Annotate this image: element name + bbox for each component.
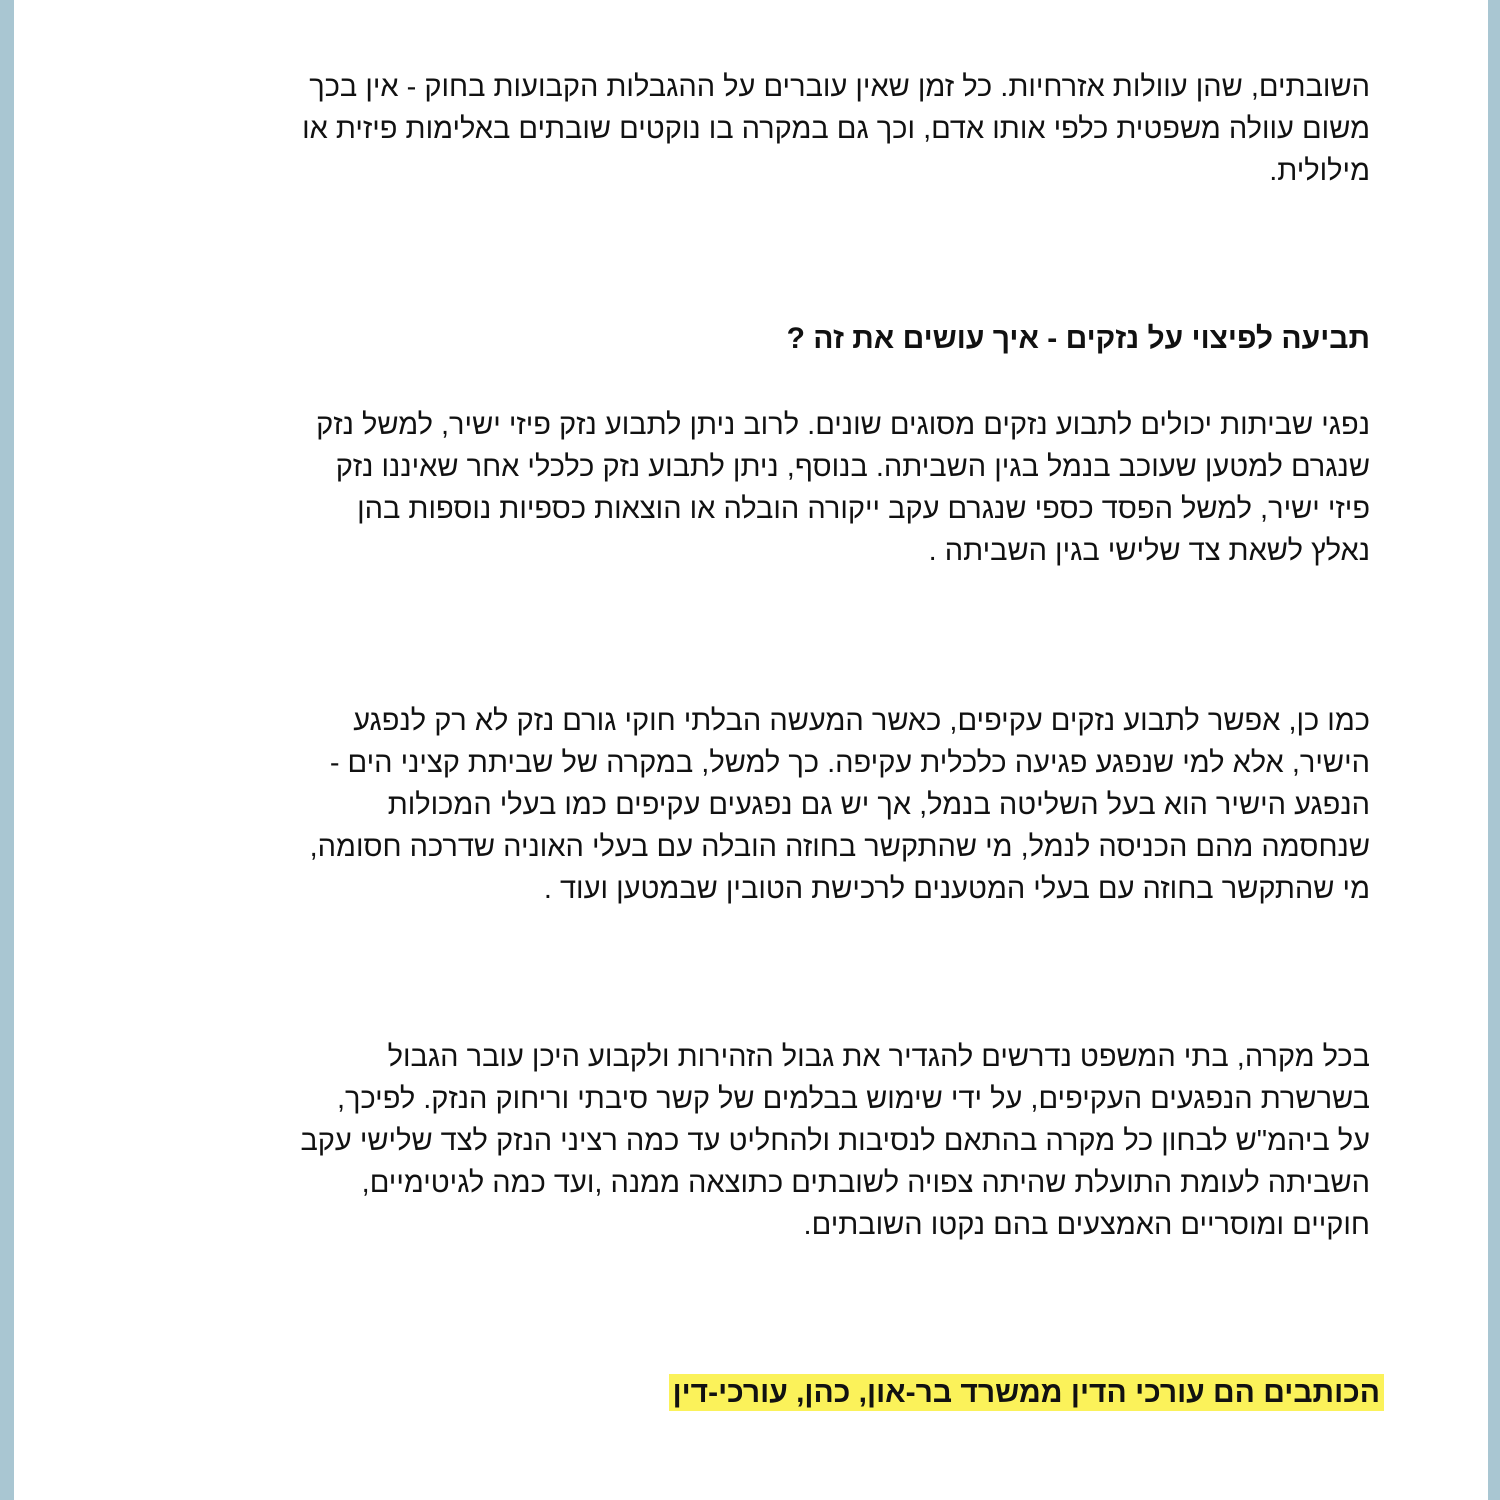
text-line: משום עוולה משפטית כלפי אותו אדם, וכך גם במקרה בו נוקטים שובתים באלימות פיזית או	[302, 113, 1370, 145]
heading-text: תביעה לפיצוי על נזקים - איך עושים את זה ?	[786, 322, 1370, 355]
text-line: שנגרם למטען שעוכב בנמל בגין השביתה. בנוסף, ניתן לתבוע נזק כלכלי אחר שאיננו נזק	[335, 451, 1370, 483]
text-line: חוקיים ומוסריים האמצעים בהם נקטו השובתים.	[803, 1209, 1370, 1241]
text-line: נאלץ לשאת צד שלישי בגין השביתה .	[928, 535, 1370, 567]
author-note-highlight: הכותבים הם עורכי הדין ממשרד בר-און, כהן, עורכי-דין	[669, 1374, 1384, 1411]
text-line: הישיר, אלא למי שנפגע פגיעה כלכלית עקיפה. כך למשל, במקרה של שביתת קציני הים -	[329, 747, 1370, 779]
paragraph-intro	[302, 66, 1370, 192]
section-heading	[787, 318, 1370, 360]
text-line: כמו כן, אפשר לתבוע נזקים עקיפים, כאשר המעשה הבלתי חוקי גורם נזק לא רק לנפגע	[353, 705, 1370, 737]
paragraph-indirect-damages	[310, 700, 1370, 910]
text-line: שנחסמה מהם הכניסה לנמל, מי שהתקשר בחוזה הובלה עם בעלי האוניה שדרכה חסומה,	[309, 831, 1370, 863]
text-line: מי שהתקשר בחוזה עם בעלי המטענים לרכישת הטובין שבמטען ועוד .	[543, 873, 1370, 905]
text-line: על ביהמ"ש לבחון כל מקרה בהתאם לנסיבות ולהחליט עד כמה רציני הנזק לצד שלישי עקב	[300, 1125, 1370, 1157]
text-line: הנפגע הישיר הוא בעל השליטה בנמל, אך יש גם נפגעים עקיפים כמו בעלי המכולות	[387, 789, 1370, 821]
paragraph-damages	[316, 404, 1370, 572]
text-line: בשרשרת הנפגעים העקיפים, על ידי שימוש בבלמים של קשר סיבתי וריחוק הנזק. לפיכך,	[336, 1083, 1370, 1115]
text-line: נפגי שביתות יכולים לתבוע נזקים מסוגים שונים. לרוב ניתן לתבוע נזק פיזי ישיר, למשל נזק	[316, 409, 1370, 441]
author-note	[669, 1372, 1384, 1414]
text-line: פיזי ישיר, למשל הפסד כספי שנגרם עקב ייקורה הובלה או הוצאות כספיות נוספות בהן	[357, 493, 1370, 525]
document-page	[14, 0, 1488, 1500]
text-line: מילולית.	[1269, 155, 1370, 187]
text-line: השביתה לעומת התועלת שהיתה צפויה לשובתים כתוצאה ממנה ,ועד כמה לגיטימיים,	[361, 1167, 1370, 1199]
text-line: השובתים, שהן עוולות אזרחיות. כל זמן שאין עוברים על ההגבלות הקבועות בחוק - אין בכך	[309, 71, 1370, 103]
paragraph-courts	[300, 1036, 1370, 1246]
text-line: בכל מקרה, בתי המשפט נדרשים להגדיר את גבול הזהירות ולקבוע היכן עובר הגבול	[387, 1041, 1370, 1073]
